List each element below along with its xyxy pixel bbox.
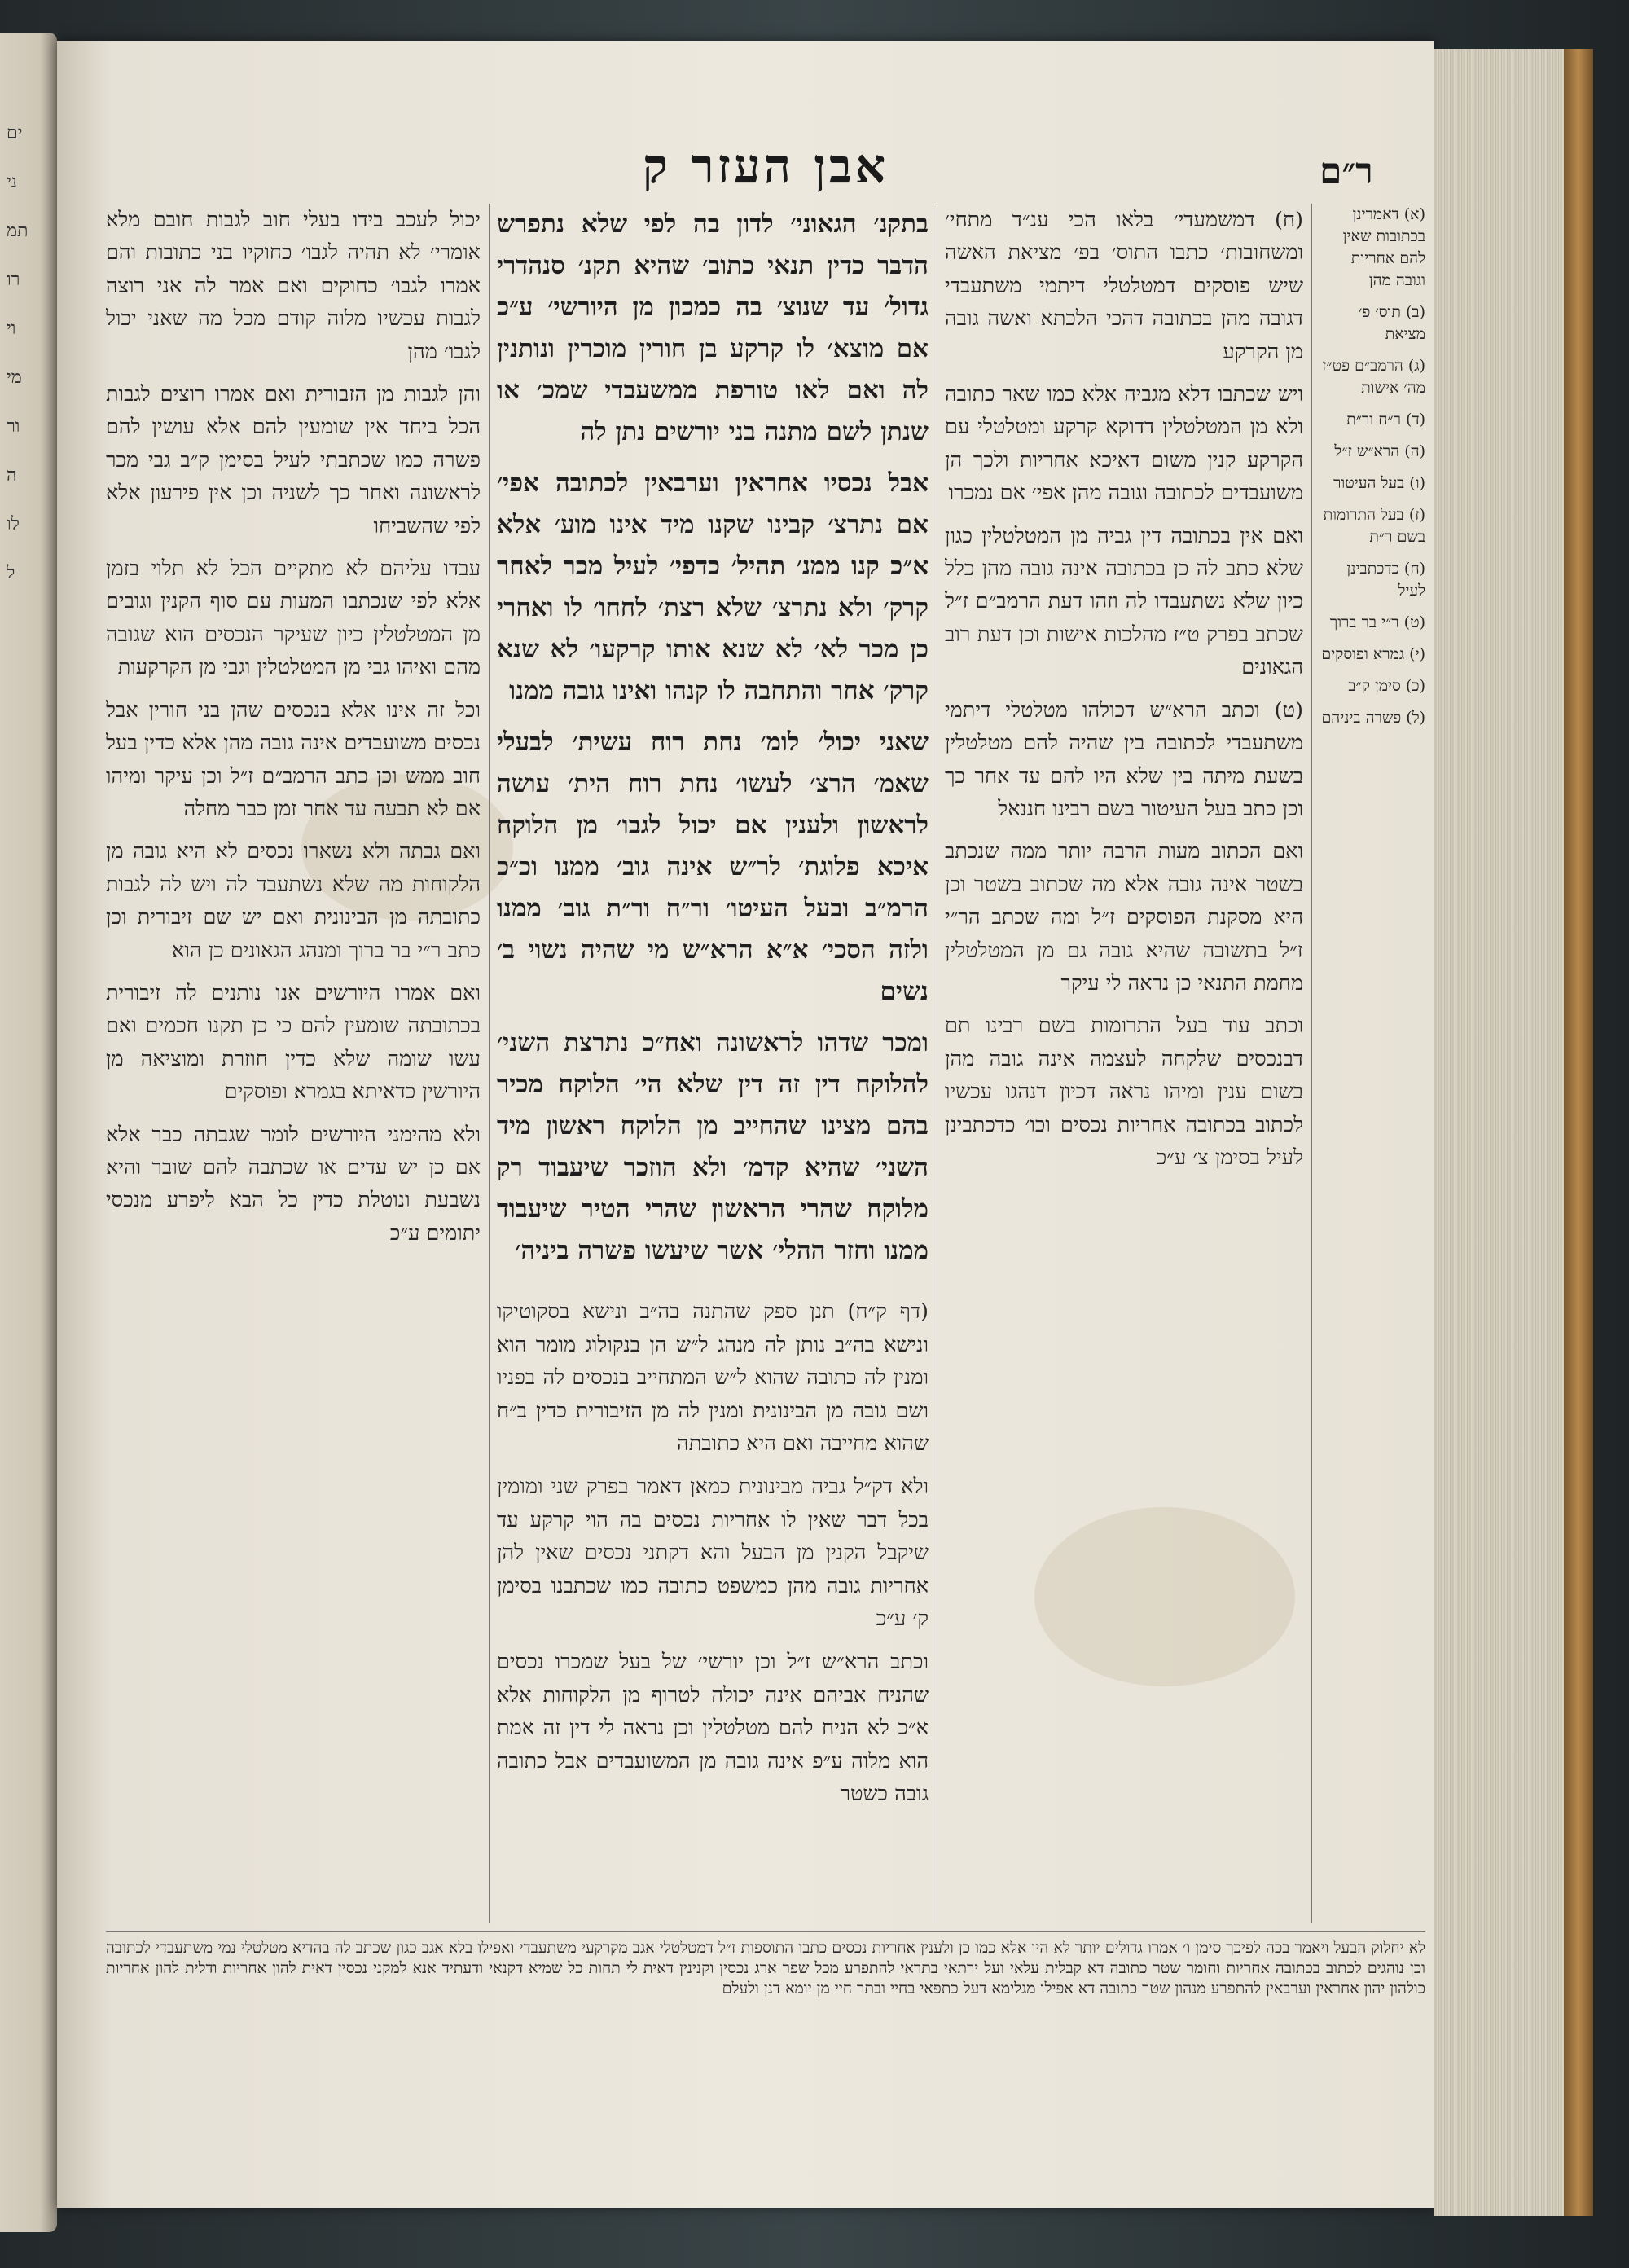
left-page-fragment: ים — [7, 123, 23, 143]
margin-note: (ל) פשרה ביניהם — [1321, 709, 1425, 727]
left-page-fragment: רו — [7, 270, 20, 290]
lower-commentary-paragraph: וכתב הרא״ש ז״ל וכן יורשי׳ של בעל שמכרו נכסים שהניח אביהם אינה יכולה לטרוף מן הלקוחות אלא א״כ לא הניח להם מטלטלין וכן נראה לי דין זה אמת הוא מלוה ע״פ אינה גובה מן המשועבדים אבל כתובה גובה כשטר — [497, 1649, 929, 1807]
lower-commentary-paragraph: (דף ק״ח) תנן ספק שהתנה בה״ב ונישא בסקוטיקו ונישא בה״ב נותן לה מנהג ל״ש הן בנקולוג מומר הוא ומנין לה כתובה שהוא ל״ש המתחייב בנכסים לה בפניו ושם גובה מן הבינונית ומנין לה מן הזיבורית כדין ב״ח שהוא מחייבה ואם היא כתובתה — [497, 1299, 929, 1457]
right-commentary-paragraph: ואם הכתוב מעות הרבה יותר ממה שנכתב בשטר אינה גובה אלא מה שכתוב בשטר וכן היא מסקנת הפוסקים ז״ל ומה שכתב הר״י ז״ל בתשובה שהיא גובה גם מן המטלטלין מחמת התנאי כן נראה לי עיקר — [945, 839, 1303, 996]
left-page-edge — [0, 33, 57, 2232]
column-rule — [489, 204, 490, 1923]
right-commentary-paragraph: ויש שכתבו דלא מגביה אלא כמו שאר כתובה ולא מן המטלטלין דדוקא קרקע ומטלטלי עם הקרקע קנין משום דאיכא אחריות ולכך הן משועבדים לכתובה וגובה מהן אפי׳ אם נמכרו — [945, 382, 1303, 506]
margin-notes-column — [1319, 204, 1425, 1923]
right-commentary-paragraph: (ח) דמשמעדי׳ בלאו הכי ענ״ד מתחי׳ ומשחובות׳ כתבו התוס׳ בפ׳ מציאת האשה שיש פוסקים דמטלטלי דיתמי משתעבדי דגובה מהן בכתובה דהכי הלכתא ואשה גובה מן הקרקע — [945, 208, 1303, 364]
main-text-paragraph: ומכר שדהו לראשונה ואח״כ נתרצת השני׳ להלוקח דין זה דין שלא הי׳ הלוקח מכיר בהם מצינו שהחייב מן הלוקח ראשון מיד השני׳ שהיא קדמ׳ ולא הוזכר שיעבוד רק מלוקח שהרי הראשון שהרי הטיר שיעבוד ממנו וחזר ההלי׳ אשר שיעשו פשרה ביניה׳ — [497, 1028, 929, 1265]
column-rule — [1311, 204, 1312, 1923]
folio-marker: ר״ם — [1319, 151, 1373, 192]
margin-note: (ה) הרא״ש ז״ל — [1334, 442, 1425, 460]
left-page-fragment: מי — [7, 367, 22, 388]
text-area — [106, 204, 1425, 2143]
commentary-right-column — [945, 204, 1303, 1923]
margin-note: (ג) הרמב״ם פט״ז מה׳ אישות — [1322, 357, 1425, 397]
right-commentary-paragraph: וכתב עוד בעל התרומות בשם רבינו תם דבנכסים שלקחה לעצמה אינה גובה מהן בשום ענין ומיהו נראה דכיון דנהגו עכשיו לכתוב בכתובה אחריות נכסים וכו׳ כדכתבינן לעיל בסימן צ׳ ע״כ — [945, 1013, 1303, 1170]
left-commentary-paragraph: ואם אמרו היורשים אנו נותנים לה זיבורית בכתובתה שומעין להם כי כן תקנו חכמים ואם עשו שומה שלא כדין חוזרת ומוציאה מן היורשין כדאיתא בגמרא ופוסקים — [106, 980, 481, 1105]
main-text-paragraph: שאני יכול׳ לומ׳ נחת רוח עשית׳ לבעלי שאמ׳ הרצ׳ לעשו׳ נחת רוח הית׳ עושה לראשון ולענין אם יכול לגבו׳ מן הלוקח איכא פלוגת׳ לר״ש אינה גוב׳ ממנו וכ״כ הרמ״ב ובעל העיטו׳ ור״ח ור״ת גוב׳ ממנו ולזה הסכי׳ א״א הרא״ש מי שהיה נשוי ב׳ נשים — [497, 727, 929, 1006]
main-text-column — [497, 204, 929, 1287]
main-lower-commentary — [497, 1295, 929, 1923]
left-page-fragment: תמ — [7, 221, 29, 241]
commentary-left-column — [106, 204, 481, 1923]
right-commentary-paragraph: ואם אין בכתובה דין גביה מן המטלטלין כגון שלא כתב לה כן בכתובה אינה גובה מהן כלל כיון שלא נשתעבדו לה וזהו דעת הרמב״ם ז״ל שכתב בפרק ט״ז מהלכות אישות וכן דעת רוב הגאונים — [945, 523, 1303, 680]
left-page-fragment: וי — [7, 319, 16, 339]
margin-note: (ד) ר״ח ור״ת — [1346, 411, 1425, 429]
left-commentary-paragraph: והן לגבות מן הזבורית ואם אמרו רוצים לגבות הכל ביחד אין שומעין להם אלא עושין להם פשרה כמו שכתבתי לעיל בסימן ק״ב גבי מכר לראשונה ואחר כך לשניה וכן אין פירעון אלא לפי שהשביחו — [106, 382, 481, 538]
left-page-fragment: ני — [7, 172, 17, 192]
left-page-fragment: לו — [7, 514, 20, 534]
left-commentary-paragraph: יכול לעכב בידו בעלי חוב לגבות חובם מלא אומרי׳ לא תהיה לגבו׳ כחוקיו בני כתובות והם אמרו לגבו׳ כחוקים ואם אמר לה אני רוצה לגבות עכשיו מלוה קודם מכל מה שאני יכול לגבו׳ מהן — [106, 208, 481, 364]
right-commentary-paragraph: (ט) וכתב הרא״ש דכולהו מטלטלי דיתמי משתעבדי לכתובה בין שהיה להם מטלטלין בשעת מיתה בין שלא היו להם עד אחר כך וכן כתב בעל העיטור בשם רבינו חננאל — [945, 697, 1303, 821]
left-commentary-paragraph: עבדו עליהם לא מתקיים הכל לא תלוי בזמן אלא לפי שנכתבו המעות עם סוף הקנין וגובים מן המטלטלין כיון שעיקר הנכסים הוא שגובה מהם ואיהו גבי מן המטלטלין וגבי מן הקרקעות — [106, 556, 481, 680]
margin-note: (ט) ר״י בר ברוך — [1329, 613, 1425, 631]
left-commentary-paragraph: ולא מהימני היורשים לומר שגבתה כבר אלא אם כן יש עדים או שכתבה להם שובר והיא נשבעת ונוטלת כדין כל הבא ליפרע מנכסי יתומים ע״כ — [106, 1122, 481, 1246]
left-page-fragment: ור — [7, 416, 20, 437]
margin-note: (ח) כדכתבינן לעיל — [1346, 560, 1425, 600]
left-page-fragment: ל — [7, 563, 15, 583]
main-text-paragraph: אבל נכסיו אחראין וערבאין לכתובה אפי׳ אם נתרצ׳ קבינו שקנו מיד אינו מוע׳ אלא א״כ קנו ממנ׳ תהיל׳ כדפי׳ לעיל מכר לאחר קרק׳ ולא נתרצ׳ שלא רצת׳ לחחו׳ לו ואחרי כן מכר לא׳ לא שנא אותו קרקעו׳ לא שנא קרק׳ אחר והתחבה לו קנהו ואינו גובה ממנו — [497, 468, 929, 705]
main-text-paragraph: בתקנ׳ הגאוני׳ לדון בה לפי שלא נתפרש הדבר כדין תנאי כתוב׳ שהיא תקנ׳ סנהדרי גדול׳ עד שנוצ׳ בה כמכון מן היורשי׳ ע״כ אם מוצא׳ לו קרקע בן חורין מוכרין ונותנין לה ואם לאו טורפת ממשעבדי שמכ׳ או שנתן לשם מתנה בני יורשים נתן לה — [497, 209, 929, 446]
left-page-fragment: ה — [7, 465, 17, 486]
margin-note: (כ) סימן ק״ב — [1348, 677, 1425, 695]
left-commentary-paragraph: וכל זה אינו אלא בנכסים שהן בני חורין אבל נכסים משועבדים אינה גובה מהן אלא כדין בעל חוב ממש וכן כתב הרמב״ם ז״ל וכן עיקר ומיהו אם לא תבעה עד אחר זמן כבר מחלה — [106, 697, 481, 821]
footnotes: לא יחלוק הבעל ויאמר בכה לפיכך סימן ו׳ אמרו גדולים יותר לא היו אלא כמו כן ולענין אחריות נכסים כתבו התוספות ז״ל דמטלטלי אגב מקרקעי משתעבדי ואפילו בלא אגב כגון שכתב לה בהדיא מטלטלי נמי משתעבדי לכתובה וכן נוהגים לכתוב בכתובה אחריות וחומר שטר כתובה דא קבלית עלאי ועל ירתאי בתראי להתפרע מכל שפר ארג נכסין וקנינין דאית לי תחות כל שמיא דקנאי ודעתיד אנא למקני נכסין דאית להון אחריות ודלית להון אחריות כולהון יהון אחראין וערבאין להתפרע מנהון שטר כתובה דא אפילו מגלימא דעל כתפאי בחיי ובתר חיי מן יומא דנן ולעלם — [106, 1931, 1425, 2077]
left-commentary-paragraph: ואם גבתה ולא נשארו נכסים לא היא גובה מן הלקוחות מה שלא נשתעבד לה ויש לה לגבות כתובתה מן הבינונית ואם יש שם זיבורית וכן כתב ר״י בר ברוך ומנהג הגאונים כן הוא — [106, 839, 481, 963]
margin-note: (א) דאמרינן בכתובות שאין להם אחריות וגובה מהן — [1342, 205, 1425, 289]
page-title: אבן העזר ק — [642, 138, 889, 194]
lower-commentary-paragraph: ולא דק״ל גביה מבינונית כמאן דאמר בפרק שני ומומין בכל דבר שאין לו אחריות נכסים בה הוי קרקע עד שיקבל הקנין מן הבעל והא דקתני נכסים שאין להן אחריות גובה מהן כמשפט כתובה כמו שכתבנו בסימן ק׳ ע״כ — [497, 1474, 929, 1632]
margin-note: (י) גמרא ופוסקים — [1321, 645, 1425, 663]
book-spine — [1564, 49, 1593, 2216]
margin-note: (ז) בעל התרומות בשם ר״ת — [1323, 506, 1425, 546]
margin-note: (ו) בעל העיטור — [1333, 474, 1425, 492]
page-block-edge — [1434, 49, 1569, 2216]
margin-note: (ב) תוס׳ פ׳ מציאת — [1358, 303, 1425, 343]
page-header — [122, 106, 1409, 196]
